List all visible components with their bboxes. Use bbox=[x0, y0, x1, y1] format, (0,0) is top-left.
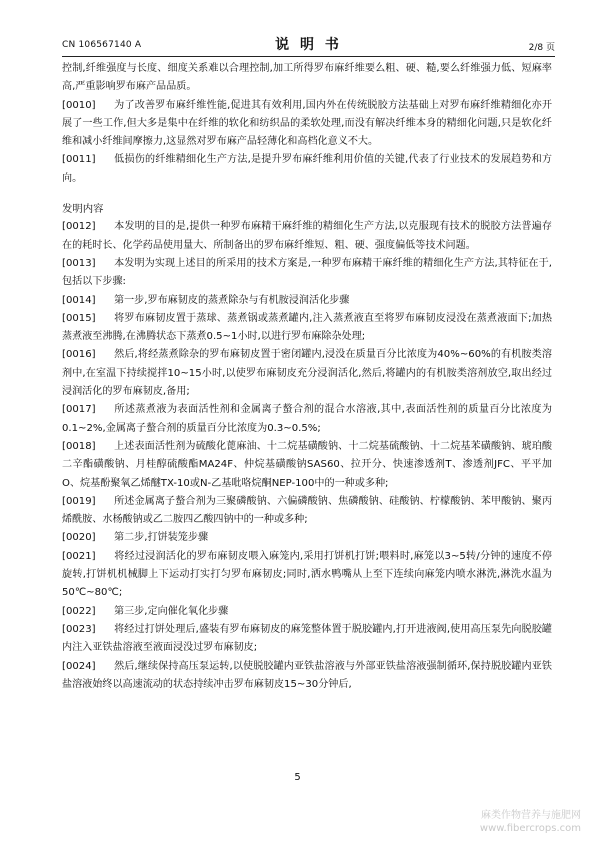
paragraph-number: [0024] bbox=[62, 660, 96, 672]
paragraph-text: 将经过打饼处理后,盛装有罗布麻韧皮的麻笼整体置于脱胶罐内,打开进液阀,使用高压泵先向脱胶罐内注入亚铁盐溶液至液面浸没过罗布麻韧皮; bbox=[62, 623, 552, 654]
paragraph bbox=[62, 151, 552, 188]
paragraph-number: [0013] bbox=[62, 257, 96, 269]
paragraph bbox=[62, 60, 552, 97]
paragraph bbox=[62, 493, 552, 530]
paragraph bbox=[62, 346, 552, 401]
paragraph-number: [0011] bbox=[62, 154, 96, 166]
paragraph bbox=[62, 603, 552, 621]
document-body bbox=[62, 60, 552, 694]
paragraph-number: [0019] bbox=[62, 495, 96, 507]
paragraph bbox=[62, 97, 552, 152]
paragraph-number: [0021] bbox=[62, 550, 96, 562]
paragraph-number: [0020] bbox=[62, 532, 96, 544]
paragraph-text: 将经过浸润活化的罗布麻韧皮喂入麻笼内,采用打饼机打饼;喂料时,麻笼以3~5转/分钟的速度不停旋转,打饼机机械脚上下运动打实打匀罗布麻韧皮;同时,洒水鸭嘴从上至下连续向麻笼内喷水淋洗,淋洗水温为50℃~80℃; bbox=[62, 550, 552, 599]
paragraph-number: [0023] bbox=[62, 623, 96, 635]
paragraph bbox=[62, 529, 552, 547]
patent-number: CN 106567140 A bbox=[62, 40, 142, 50]
paragraph bbox=[62, 401, 552, 438]
paragraph-number: [0010] bbox=[62, 99, 96, 111]
paragraph bbox=[62, 438, 552, 493]
paragraph-number: [0022] bbox=[62, 605, 96, 617]
paragraph-text: 上述表面活性剂为硫酸化蓖麻油、十二烷基磺酸钠、十二烷基硫酸钠、十二烷基苯磺酸钠、琥珀酸二辛酯磺酸钠、月桂醇硫酸酯MA24F、仲烷基磺酸钠SAS60、拉开分、快速渗透剂T、渗透剂JFC、平平加O、烷基酚聚氧乙烯醚TX-10或N-乙基吡咯烷酮NEP-100中的一种或多种; bbox=[62, 440, 552, 489]
paragraph-number: [0012] bbox=[62, 221, 96, 233]
paragraph-text: 为了改善罗布麻纤维性能,促进其有效利用,国内外在传统脱胶方法基础上对罗布麻纤维精细化亦开展了一些工作,但大多是集中在纤维的软化和纺织品的柔软处理,而没有解决纤维本身的精细化问题,只是软化纤维和减小纤维间摩擦力,这显然对罗布麻产品轻薄化和高档化意义不大。 bbox=[62, 99, 552, 148]
paragraph-text: 然后,继续保持高压泵运转,以使脱胶罐内亚铁盐溶液与外部亚铁盐溶液强制循环,保持脱胶罐内亚铁盐溶液始终以高速流动的状态持续冲击罗布麻韧皮15~30分钟后, bbox=[62, 660, 552, 690]
paragraph bbox=[62, 621, 552, 658]
page-number: 5 bbox=[294, 772, 301, 783]
paragraph bbox=[62, 310, 552, 347]
paragraph bbox=[62, 218, 552, 255]
paragraph-number: [0018] bbox=[62, 440, 96, 452]
page-indicator: 2/8 页 bbox=[528, 43, 555, 53]
paragraph-number: [0017] bbox=[62, 404, 96, 416]
section-heading: 发明内容 bbox=[62, 203, 104, 216]
document-title: 说 明 书 bbox=[275, 37, 342, 53]
paragraph-text: 所述蒸煮液为表面活性剂和金属离子螯合剂的混合水溶液,其中,表面活性剂的质量百分比浓度为0.1~2%,金属离子螯合剂的质量百分比浓度为0.3~0.5%; bbox=[62, 404, 552, 434]
page-header bbox=[62, 34, 555, 57]
paragraph-text: 本发明的目的是,提供一种罗布麻精干麻纤维的精细化生产方法,以克服现有技术的脱胶方法普遍存在的耗时长、化学药品使用量大、所制备出的罗布麻纤维短、粗、硬、强度偏低等技术问题。 bbox=[62, 221, 552, 251]
watermark bbox=[480, 809, 581, 835]
paragraph-text: 控制,纤维强度与长度、细度关系难以合理控制,加工所得罗布麻纤维要么粗、硬、糙,要么纤维强力低、短麻率高,严重影响罗布麻产品品质。 bbox=[62, 63, 552, 93]
paragraph-text: 所述金属离子螯合剂为三聚磷酸钠、六偏磷酸钠、焦磷酸钠、硅酸钠、柠檬酸钠、苯甲酸钠、聚丙烯酰胺、水杨酸钠或乙二胺四乙酸四钠中的一种或多种; bbox=[62, 495, 552, 526]
paragraph-number: [0016] bbox=[62, 349, 96, 361]
paragraph-text: 低损伤的纤维精细化生产方法,是提升罗布麻纤维利用价值的关键,代表了行业技术的发展趋势和方向。 bbox=[62, 154, 552, 184]
paragraph bbox=[62, 292, 552, 310]
watermark-name: 麻类作物营养与施肥网 bbox=[481, 810, 581, 821]
paragraph bbox=[62, 658, 552, 695]
paragraph-text: 本发明为实现上述目的所采用的技术方案是,一种罗布麻精干麻纤维的精细化生产方法,其特征在于,包括以下步骤: bbox=[62, 257, 552, 288]
paragraph-text: 第一步,罗布麻韧皮的蒸煮除杂与有机胺浸润活化步骤 bbox=[114, 294, 350, 306]
paragraph bbox=[62, 255, 552, 292]
paragraph bbox=[62, 548, 552, 603]
paragraph-text: 将罗布麻韧皮置于蒸球、蒸煮锅或蒸煮罐内,注入蒸煮液直至将罗布麻韧皮浸没在蒸煮液面下;加热蒸煮液至沸腾,在沸腾状态下蒸煮0.5~1小时,以进行罗布麻除杂处理; bbox=[62, 312, 552, 343]
paragraph-text: 第三步,定向催化氧化步骤 bbox=[114, 605, 229, 617]
paragraph-text: 然后,将经蒸煮除杂的罗布麻韧皮置于密闭罐内,浸没在质量百分比浓度为40%~60%的有机胺类溶剂中,在室温下持续搅拌10~15小时,以使罗布麻韧皮充分浸润活化,然后,将罐内的有机胺类溶剂放空,取出经过浸润活化的罗布麻韧皮,备用; bbox=[62, 349, 552, 398]
paragraph-text: 第二步,打饼装笼步骤 bbox=[114, 532, 209, 544]
paragraph-number: [0014] bbox=[62, 294, 96, 306]
watermark-url: www.fibercrops.com bbox=[479, 823, 581, 834]
paragraph-number: [0015] bbox=[62, 312, 96, 324]
